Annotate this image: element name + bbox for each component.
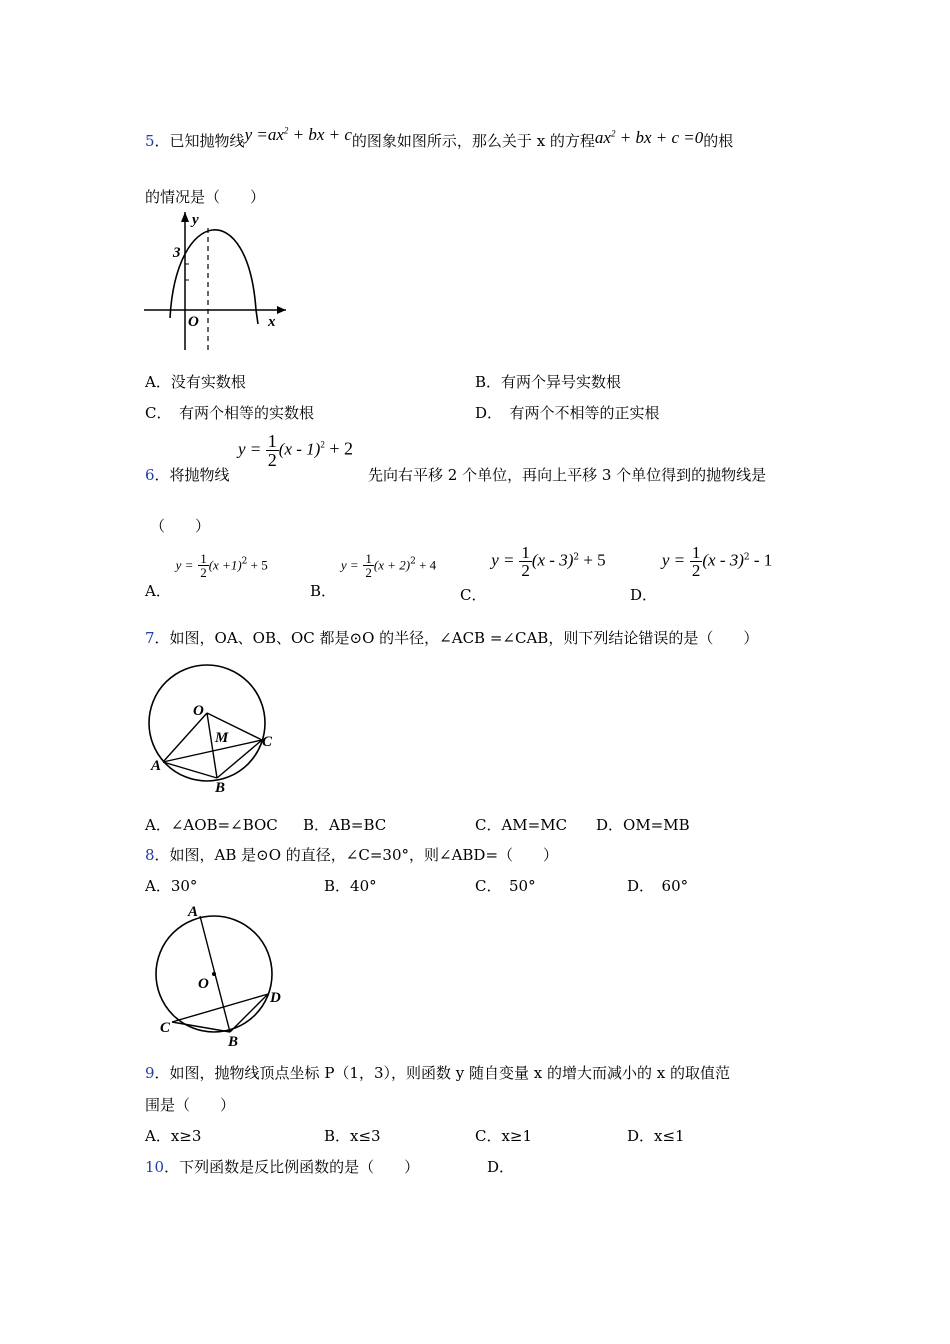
q10-text: ．下列函数是反比例函数的是（ ） xyxy=(164,1158,420,1176)
q5-option-c[interactable]: C． 有两个相等的实数根 xyxy=(145,404,314,422)
q6-option-a[interactable]: A． y = $\frac{1}{2}$ $(x +1)^2 + 5$ xyxy=(145,551,268,600)
q8-option-d[interactable]: D． 60° xyxy=(627,877,689,895)
q6-option-d[interactable]: D． y = $\frac{1}{2}$ (x - 3)$^2$ - 1 xyxy=(630,543,773,604)
q7-circle-figure xyxy=(140,658,285,798)
label-d: D xyxy=(270,990,281,1006)
fraction-one-half: $\frac{1}{2}$ xyxy=(267,431,277,470)
x-axis-arrow xyxy=(277,306,286,314)
q6-equation: y = $\frac{1}{2}$ (x - 1)$^2$ + 2 xyxy=(238,431,353,470)
q5-option-b[interactable]: B．有两个异号实数根 xyxy=(475,373,622,391)
q5-text-c: 的根 xyxy=(703,132,734,150)
q5-stem-line2: 的情况是（ ） xyxy=(145,188,266,206)
q7-stem xyxy=(145,627,758,648)
q9-stem-line2: 围是（ ） xyxy=(145,1096,236,1114)
label-b: B xyxy=(215,780,226,796)
label-o: O xyxy=(193,703,204,719)
q5-parabola-graph xyxy=(140,208,290,354)
tick-label-3: 3 xyxy=(173,245,181,261)
q6-stem-line2: （ ） xyxy=(150,517,211,535)
q9-option-d[interactable]: D．x≤1 xyxy=(627,1127,685,1145)
q9-option-b[interactable]: B．x≤3 xyxy=(324,1127,381,1145)
q5-option-d[interactable]: D． 有两个不相等的正实根 xyxy=(475,404,660,422)
q6-option-b[interactable]: B． y = $\frac{1}{2}$ $(x + 2)^2 + 4$ xyxy=(310,551,437,600)
q5-equation-2: $ax^2$ + bx + c =0 xyxy=(594,128,704,147)
q6-text-a: ．将抛物线 xyxy=(154,466,230,484)
q7-option-c[interactable]: C．AM=MC xyxy=(475,816,568,834)
label-a: A xyxy=(151,758,162,774)
center-point xyxy=(212,972,216,976)
origin-label: O xyxy=(188,314,199,330)
label-b: B xyxy=(228,1034,239,1050)
q8-text: ．如图，AB 是⊙O 的直径，∠C=30°，则∠ABD=（ ） xyxy=(154,846,559,864)
q10-number: 10 xyxy=(145,1158,165,1176)
q10-option-d[interactable]: D． xyxy=(487,1158,515,1176)
q5-equation-1: $y =ax^2$ + bx + c xyxy=(244,125,352,144)
segment-ac xyxy=(163,740,262,762)
segment-oa xyxy=(163,713,207,762)
q5-text-b: 的图象如图所示，那么关于 x 的方程 xyxy=(351,132,595,150)
q5-stem xyxy=(145,125,734,151)
q6-option-c[interactable]: C． y = $\frac{1}{2}$ (x - 3)$^2$ + 5 xyxy=(460,543,606,604)
q7-option-d[interactable]: D．OM=MB xyxy=(596,816,690,834)
q8-option-c[interactable]: C． 50° xyxy=(475,877,536,895)
q9-option-c[interactable]: C．x≥1 xyxy=(475,1127,533,1145)
label-c: C xyxy=(262,734,273,750)
q7-number: 7 xyxy=(145,629,155,647)
q10-stem xyxy=(145,1156,419,1177)
label-c: C xyxy=(160,1020,171,1036)
q9-text: ．如图，抛物线顶点坐标 P（1，3），则函数 y 随自变量 x 的增大而减小的 x 的取值范 xyxy=(154,1064,730,1082)
q8-stem xyxy=(145,844,558,865)
label-o: O xyxy=(198,976,209,992)
q7-option-b[interactable]: B．AB=BC xyxy=(303,816,387,834)
q9-number: 9 xyxy=(145,1064,155,1082)
q6-text-b: 先向右平移 2 个单位，再向上平移 3 个单位得到的抛物线是 xyxy=(368,466,767,484)
q9-option-a[interactable]: A．x≥3 xyxy=(145,1127,202,1145)
q9-stem xyxy=(145,1062,730,1083)
x-axis-label: x xyxy=(268,314,276,330)
q8-circle-figure xyxy=(150,900,295,1050)
q5-text-a: ．已知抛物线 xyxy=(154,132,245,150)
q7-text: ．如图，OA、OB、OC 都是⊙O 的半径，∠ACB =∠CAB，则下列结论错误的是（ ） xyxy=(154,629,759,647)
q5-number: 5 xyxy=(145,132,155,150)
q8-option-b[interactable]: B．40° xyxy=(324,877,377,895)
label-a: A xyxy=(188,904,199,920)
q6-number: 6 xyxy=(145,466,155,484)
y-axis-arrow xyxy=(181,212,189,222)
q7-option-a[interactable]: A．∠AOB=∠BOC xyxy=(145,816,278,834)
y-axis-label: y xyxy=(192,212,199,228)
q6-stem xyxy=(145,464,230,485)
label-m: M xyxy=(215,730,229,746)
q8-number: 8 xyxy=(145,846,155,864)
q8-option-a[interactable]: A．30° xyxy=(145,877,198,895)
segment-ab xyxy=(163,762,217,778)
q5-option-a[interactable]: A．没有实数根 xyxy=(145,373,246,391)
